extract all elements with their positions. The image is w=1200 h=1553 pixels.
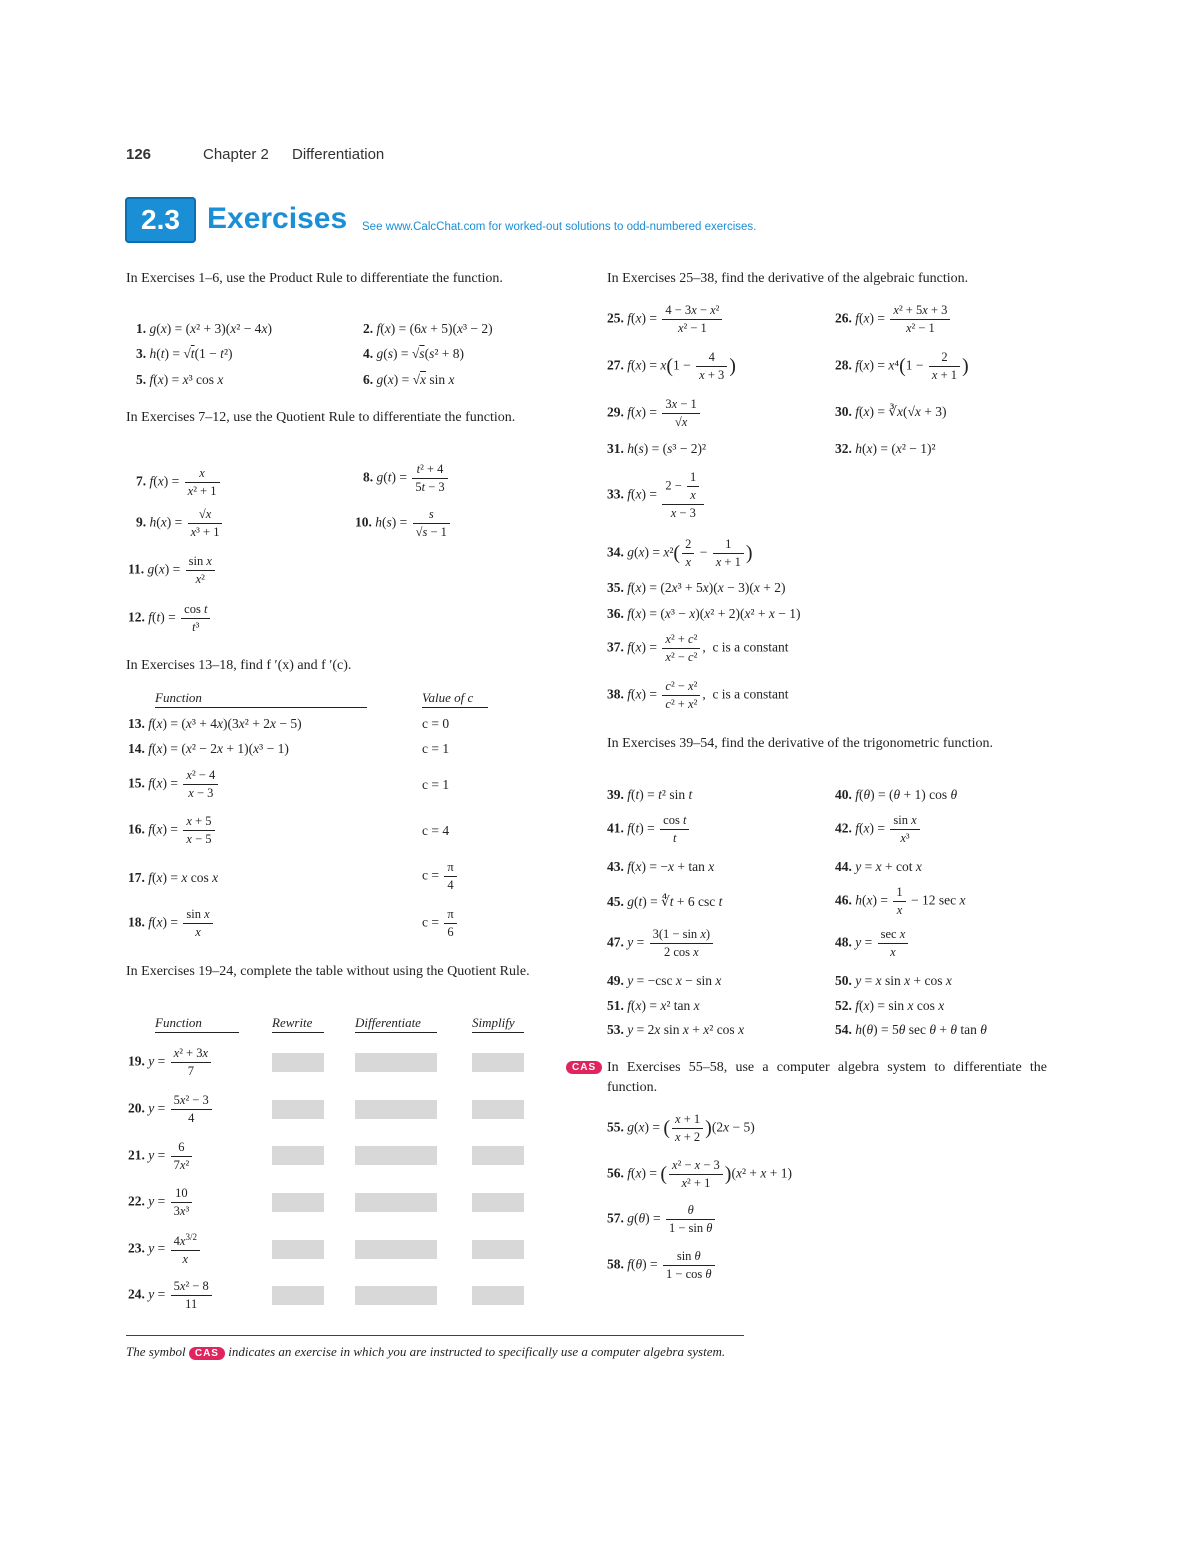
table13-col-function: Function	[155, 690, 367, 708]
table-cell	[472, 1240, 524, 1259]
calcchat-link[interactable]: See www.CalcChat.com for worked-out solutions to odd-numbered exercises.	[362, 221, 757, 233]
exercise-15: 15. f(x) = $\frac{\text{x² − 4}}{x - 3}$	[128, 768, 220, 801]
exercise-33: 33. f(x) = 2 − $\frac{1}{x}$ x − 3	[607, 470, 706, 521]
exercise-3: 3. h(t) = √t(1 − t²)	[136, 346, 233, 361]
exercise-23: 23. y = $\frac{4x^{3/2}}{x}$	[128, 1232, 202, 1267]
footnote-divider	[126, 1335, 744, 1336]
section-badge: 2.3	[125, 197, 196, 243]
table-cell	[272, 1100, 324, 1119]
table-cell	[355, 1240, 437, 1259]
footnote: The symbol CAS indicates an exercise in which you are instructed to specifically use a computer algebra system.	[126, 1344, 726, 1359]
table-cell	[472, 1193, 524, 1212]
exercises-title: Exercises	[207, 202, 348, 235]
exercise-19: 19. y = $\frac{\text{x² + 3x}}{7}$	[128, 1046, 213, 1079]
exercise-52: 52. f(x) = sin x cos x	[835, 998, 945, 1013]
table-cell	[272, 1053, 324, 1072]
table-cell	[355, 1146, 437, 1165]
cas-icon: CAS	[189, 1347, 225, 1360]
table-cell	[272, 1193, 324, 1212]
exercise-40: 40. f(θ) = (θ + 1) cos θ	[835, 787, 958, 802]
table13-col-value: Value of c	[422, 690, 488, 708]
exercise-30: 30. f(x) = ∛x(√x + 3)	[835, 404, 947, 419]
cas-icon: CAS	[566, 1061, 602, 1074]
table-cell	[472, 1286, 524, 1305]
exercise-47: 47. y = $\frac{\text{3(1 − sin x)}}{\text{2 cos x}}$	[607, 927, 715, 960]
exercise-36: 36. f(x) = (x³ − x)(x² + 2)(x² + x − 1)	[607, 606, 801, 621]
table-cell	[355, 1053, 437, 1072]
table-cell	[272, 1240, 324, 1259]
exercise-12: 12. f(t) = $\frac{\text{cos t}}{\text{t³}}$	[128, 602, 212, 635]
exercise-38: 38. f(x) = $\frac{\text{c² − x²}}{\text{c² + x²}}$ , c is a constant	[607, 679, 789, 711]
table-cell	[472, 1053, 524, 1072]
exercise-13: 13. f(x) = (x³ + 4x)(3x² + 2x − 5)	[128, 716, 302, 731]
section-label: Differentiation	[292, 146, 385, 163]
exercise-31: 31. h(s) = (s³ − 2)²	[607, 441, 707, 456]
exercise-27: 27. f(x) = x(1 − $\frac{4}{x + 3}$ )	[607, 350, 736, 382]
exercise-41: 41. f(t) = $\frac{\text{cos t}}{t}$	[607, 813, 691, 846]
table-cell	[472, 1146, 524, 1165]
exercise-6: 6. g(x) = √x sin x	[363, 372, 455, 387]
c-value-18: c = $\frac{\pi}{6}$	[422, 907, 459, 940]
exercise-2: 2. f(x) = (6x + 5)(x³ − 2)	[363, 321, 493, 336]
table-cell	[272, 1286, 324, 1305]
exercise-20: 20. y = $\frac{\text{5x² − 3}}{4}$	[128, 1093, 214, 1126]
exercise-46: 46. h(x) = $\frac{1}{x}$ − 12 sec x	[835, 885, 966, 917]
exercise-28: 28. f(x) = x⁴(1 − $\frac{2}{x + 1}$ )	[835, 350, 969, 382]
table19-col-rewrite: Rewrite	[272, 1015, 324, 1033]
c-value-16: c = 4	[422, 823, 450, 838]
exercise-18: 18. f(x) = $\frac{\text{sin x}}{x}$	[128, 907, 215, 940]
exercise-35: 35. f(x) = (2x³ + 5x)(x − 3)(x + 2)	[607, 580, 786, 595]
exercise-58: 58. f(θ) = $\frac{\text{sin θ}}{\text{1 − cos θ}}$	[607, 1249, 717, 1282]
exercise-53: 53. y = 2x sin x + x² cos x	[607, 1022, 745, 1037]
instruction-55-58: In Exercises 55–58, use a computer algebra system to differentiate the function.	[607, 1060, 1047, 1095]
exercise-45: 45. g(t) = ∜t + 6 csc t	[607, 894, 723, 909]
exercise-44: 44. y = x + cot x	[835, 859, 922, 874]
exercise-29: 29. f(x) = $\frac{3x - 1}{√x}$	[607, 397, 702, 430]
c-value-14: c = 1	[422, 741, 450, 756]
instruction-13-18: In Exercises 13–18, find f ′(x) and f ′(c).	[126, 658, 352, 673]
table-cell	[355, 1193, 437, 1212]
exercise-43: 43. f(x) = −x + tan x	[607, 859, 715, 874]
instruction-19-24: In Exercises 19–24, complete the table without using the Quotient Rule.	[126, 964, 530, 979]
table19-col-differentiate: Differentiate	[355, 1015, 437, 1033]
exercise-50: 50. y = x sin x + cos x	[835, 973, 952, 988]
exercise-39: 39. f(t) = t² sin t	[607, 787, 693, 802]
exercise-1: 1. g(x) = (x² + 3)(x² − 4x)	[136, 321, 272, 336]
exercise-54: 54. h(θ) = 5θ sec θ + θ tan θ	[835, 1022, 987, 1037]
exercise-22: 22. y = $\frac{10}{\text{3x³}}$	[128, 1186, 194, 1219]
exercise-55: 55. g(x) = ( $\frac{x + 1}{x + 2}$ )(2x − 5)	[607, 1112, 755, 1144]
exercise-56: 56. f(x) = ( $\frac{\text{x² − x − 3}}{\text{x² + 1}}$ )(x² + x + 1)	[607, 1158, 792, 1190]
instruction-39-54: In Exercises 39–54, find the derivative of the trigonometric function.	[607, 736, 994, 751]
c-value-15: c = 1	[422, 777, 450, 792]
exercise-17: 17. f(x) = x cos x	[128, 870, 219, 885]
exercise-11: 11. g(x) = $\frac{\text{sin x}}{\text{x²}}$	[128, 554, 217, 587]
c-value-13: c = 0	[422, 716, 450, 731]
exercise-49: 49. y = −csc x − sin x	[607, 973, 722, 988]
exercise-25: 25. f(x) = $\frac{\text{4 − 3x − x²}}{\text{x² − 1}}$	[607, 303, 724, 336]
c-value-17: c = $\frac{\pi}{4}$	[422, 860, 459, 893]
exercise-10: 10. h(s) = $\frac{s}{√s - 1}$	[355, 507, 452, 540]
table-cell	[355, 1286, 437, 1305]
exercise-4: 4. g(s) = √s(s² + 8)	[363, 346, 464, 361]
exercise-48: 48. y = $\frac{\text{sec x}}{x}$	[835, 927, 910, 960]
table-cell	[472, 1100, 524, 1119]
chapter-label: Chapter 2	[203, 146, 269, 163]
exercise-21: 21. y = $\frac{6}{\text{7x²}}$	[128, 1140, 194, 1173]
exercise-34: 34. g(x) = x²( $\frac{2}{x}$ − $\frac{1}{x + 1}$ )	[607, 537, 753, 569]
table-cell	[272, 1146, 324, 1165]
exercise-9: 9. h(x) = $\frac{√x}{\text{x³ + 1}}$	[136, 507, 224, 540]
exercise-42: 42. f(x) = $\frac{\text{sin x}}{\text{x³}}$	[835, 813, 922, 846]
exercise-51: 51. f(x) = x² tan x	[607, 998, 700, 1013]
exercise-7: 7. f(x) = $\frac{x}{\text{x² + 1}}$	[136, 466, 222, 499]
exercise-32: 32. h(x) = (x² − 1)²	[835, 441, 936, 456]
exercise-16: 16. f(x) = $\frac{x + 5}{x - 5}$	[128, 814, 217, 847]
table19-col-function: Function	[155, 1015, 239, 1033]
instruction-7-12: In Exercises 7–12, use the Quotient Rule to differentiate the function.	[126, 410, 516, 425]
page-number: 126	[126, 146, 152, 163]
table-cell	[355, 1100, 437, 1119]
exercise-14: 14. f(x) = (x² − 2x + 1)(x³ − 1)	[128, 741, 289, 756]
instruction-25-38: In Exercises 25–38, find the derivative of the algebraic function.	[607, 271, 969, 286]
exercise-24: 24. y = $\frac{\text{5x² − 8}}{11}$	[128, 1279, 214, 1312]
exercise-8: 8. g(t) = $\frac{\text{t² + 4}}{5t - 3}$	[363, 462, 450, 495]
exercise-37: 37. f(x) = $\frac{\text{x² + c²}}{\text{x² − c²}}$ , c is a constant	[607, 632, 789, 664]
exercise-57: 57. g(θ) = $\frac{\theta}{\text{1 − sin θ}}$	[607, 1203, 717, 1236]
instruction-1-6: In Exercises 1–6, use the Product Rule to differentiate the function.	[126, 271, 503, 286]
table19-col-simplify: Simplify	[472, 1015, 524, 1033]
exercise-5: 5. f(x) = x³ cos x	[136, 372, 224, 387]
exercise-26: 26. f(x) = $\frac{\text{x² + 5x + 3}}{\text{x² − 1}}$	[835, 303, 952, 336]
